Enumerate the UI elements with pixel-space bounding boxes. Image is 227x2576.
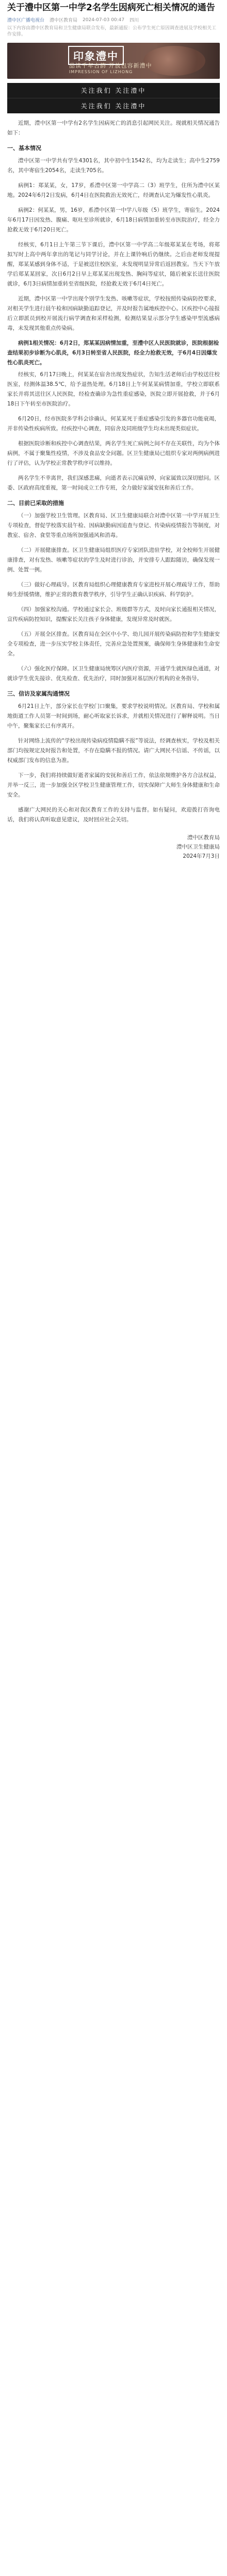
banner-tagline: 品读千年古韵 开放包容新澧中 <box>69 62 152 69</box>
body-paragraph: 病例1：郑某某，女，17岁，系澧中区第一中学高二（3）班学生，住所为澧中区某地。2024年6月2日发病，6月4日在医院救治无效死亡，经调查认定为爆发性心肌炎。 <box>7 182 220 198</box>
banner-image <box>7 43 220 79</box>
section-heading: 二、目前已采取的措施 <box>7 500 64 506</box>
banner-logo: 印象澧中 <box>68 46 124 65</box>
signature-line: 澧中区卫生健康局 <box>176 844 220 850</box>
body-paragraph: 针对网络上流传的“学校出现传染病疫情隐瞒不报”等说法，经调查核实，学校及相关部门均按规定及时报告和处置，不存在隐瞒不报的情况。请广大网民不信谣、不传谣，以权威部门发布的信息为准。 <box>7 738 220 764</box>
publish-date: 2024-07-03 00:47 <box>83 17 125 23</box>
section-heading: 一、基本情况 <box>7 145 41 151</box>
section-heading: 三、信访及家属沟通情况 <box>7 690 70 697</box>
body-paragraph: 病例2：何某某，男，16岁，系澧中区第一中学八年级（5）班学生，寄宿生。2024年6月17日因发热、腹痛、呕吐至诊所就诊，6月18日病情加重转至市医院治疗，经全力抢救无效于6月20日死亡。 <box>7 207 220 233</box>
article-meta <box>7 16 220 23</box>
signature-line: 澧中区教育局 <box>187 835 220 841</box>
body-paragraph: 6月20日，经市医院多学科会诊确认，何某某死于重症感染引发的多器官功能衰竭，并非传染性疾病所致。经疾控中心调查，同宿舍及同班级学生均未出现类似症状。 <box>7 416 220 432</box>
body-paragraph: （六）强化医疗保障。区卫生健康局统筹区内医疗资源，开通学生就医绿色通道，对就诊学生优先接诊、优先检查、优先治疗，同时加强对基层医疗机构的业务指导。 <box>7 666 220 682</box>
summary-note: 以下内容由澧中区教育局和卫生健康局联合发布，最新通报：公布学生死亡原因调查进展及学校相关工作安排。 <box>7 26 217 37</box>
body-paragraph: 澧中区第一中学共有学生4301名，其中初中生1542名，均为走读生；高中生2759名，其中寄宿生2054名，走读生705名。 <box>7 158 220 174</box>
body-paragraph: 近期，澧中区第一中学出现个别学生发热、咳嗽等症状，学校按照传染病防控要求，对相关学生进行晨午检和因病缺勤追踪登记，并及时报告属地疾控中心。区疾控中心接报后立即派员到校开展流行病学调查和采样检测，检测结果显示部分学生感染甲型流感病毒，未发现其他重点传染病。 <box>7 296 220 331</box>
banner-subtitle: IMPRESSION OF LIZHONG <box>69 70 133 74</box>
signature-date: 2024年7月3日 <box>183 853 220 859</box>
body-paragraph: （二）开展健康排查。区卫生健康局组织医疗专家团队进驻学校，对全校师生开展健康排查，对有发热、咳嗽等症状的学生及时进行诊治，并安排专人跟踪随访，确保发现一例、处置一例。 <box>7 547 220 573</box>
body-paragraph: 6月21日上午，部分家长在学校门口聚集，要求学校说明情况。区教育局、学校和属地街道工作人员第一时间到场，耐心听取家长诉求，并就相关情况进行了解释说明。当日中午，聚集家长已有序离开。 <box>7 703 220 729</box>
body-paragraph: 经核实，6月1日上午第三节下课后，澧中区第一中学高二年级郑某某在考场，将郑拟写时上高中两年拿出的笔记与同学讨论，并在上课铃响后仍继续。之后由老师发现提醒，郑某某感到身体不适，于是被送往校医室，未发现明显异常后返回教室。当天下午放学后郑某某回家，次日6月2日早上郑某某出现发热、胸闷等症状，随后被家长送往医院就诊，6月3日病情加重转至省级医院，经抢救无效于6月4日死亡。 <box>7 242 220 287</box>
body-paragraph: （三）做好心理疏导。区教育局组织心理健康教育专家进校开展心理疏导工作，帮助师生舒缓情绪，维护正常的教育教学秩序，引导学生正确认识疾病、科学防护。 <box>7 582 220 598</box>
body-paragraph: （五）开展全区排查。区教育局在全区中小学、幼儿园开展传染病防控和学生健康安全专项检查，进一步压实学校主体责任，完善应急处置预案，确保师生身体健康和生命安全。 <box>7 631 220 657</box>
body-paragraph: 两名学生不幸离世，我们深感悲痛，向逝者表示沉痛哀悼，向家属致以深切慰问。区委、区政府高度重视，第一时间成立工作专班，全力做好家属安抚和善后工作。 <box>7 475 220 491</box>
author-label: 澧中区教育局 <box>50 18 78 23</box>
article-header <box>0 0 227 38</box>
body-paragraph: 根据医院诊断和疾控中心调查结果，两名学生死亡病例之间不存在关联性，均为个体病例，不属于聚集性疫情，不涉及食品安全问题。区卫生健康局已组织专家对两例病例进行了评估，认为学校正常教学秩序可以维持。 <box>7 440 220 466</box>
follow-slogan-2: 关注我们 关注澧中 <box>7 98 220 113</box>
body-paragraph: 下一步，我们将持续做好逝者家属的安抚和善后工作，依法依规维护各方合法权益，并举一反三，进一步加强全区学校卫生健康管理工作，切实保障广大师生身体健康和生命安全。 <box>7 772 220 798</box>
body-paragraph: 感谢广大网民的关心和对我区教育工作的支持与监督。如有疑问，欢迎拨打咨询电话，我们将认真听取意见建议，及时回应社会关切。 <box>7 807 220 823</box>
body-paragraph: （一）加强学校卫生管理。区教育局、区卫生健康局联合对澧中区第一中学开展卫生专项检查，督促学校落实晨午检、因病缺勤病因追查与登记、传染病疫情报告等制度，对教室、宿舍、食堂等重点场所加强通风和消毒。 <box>7 513 220 538</box>
follow-slogan: 关注我们 关注澧中 <box>7 83 220 98</box>
publish-location: 四川 <box>129 18 139 23</box>
article-title: 关于澧中区第一中学2名学生因病死亡相关情况的通告 <box>7 3 215 13</box>
banner-face-graphic <box>143 46 205 76</box>
signature-block <box>7 833 220 861</box>
section-heading: 病例1相关情况：6月2日，郑某某因病情加重，至澧中区人民医院就诊，医院根据检查结果初步诊断为心肌炎，6月3日转至省人民医院，经全力抢救无效，于6月4日因爆发性心肌炎死亡。 <box>7 340 219 366</box>
body-paragraph: 近期，澧中区第一中学有2名学生因病死亡的消息引起网民关注。现就相关情况通告如下： <box>7 120 220 136</box>
body-paragraph: 经核实，6月17日晚上，何某某在宿舍出现发热症状，告知生活老师后由学校送往校医室，经测体温38.5℃，给予退热处理。6月18日上午何某某病情加重，学校立即联系家长并将其送往区人民医院，经检查确诊为急性重症感染，医院立即开展抢救，并于6月18日下午转至市医院治疗。 <box>7 371 220 407</box>
article-body <box>0 118 227 825</box>
account-name[interactable]: 澧中区广播电视台 <box>7 18 45 23</box>
body-paragraph: （四）加强家校沟通。学校通过家长会、班级群等方式，及时向家长通报相关情况，宣传疾病防控知识，提醒家长关注孩子身体健康，发现异常及时就医。 <box>7 606 220 622</box>
